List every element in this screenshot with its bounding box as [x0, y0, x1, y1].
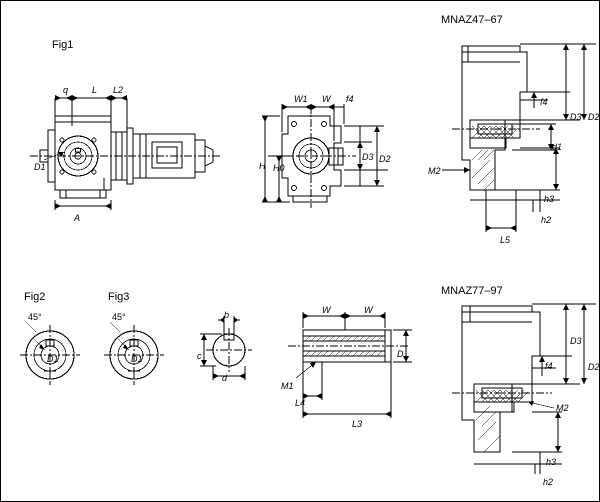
keyway-detail: [200, 316, 252, 380]
label-f4a: f4: [346, 94, 354, 104]
label-d1: d1: [552, 142, 563, 152]
label-H: H: [259, 161, 266, 171]
mnaz47-67-section: [442, 44, 596, 232]
label-D1b: D1: [47, 354, 59, 364]
label-L3: L3: [352, 419, 363, 429]
label-Wc: W: [364, 305, 373, 315]
mnaz77-97-section: [452, 304, 596, 474]
label-D2b: D2: [588, 112, 600, 122]
label-h2b: h2: [543, 477, 554, 487]
label-W1: W1: [294, 94, 308, 104]
label-q: q: [63, 85, 69, 95]
label-W: W: [322, 94, 331, 104]
shaft-section-lower: [288, 312, 412, 418]
label-M2b: M2: [556, 403, 569, 413]
label-d: d: [222, 373, 228, 383]
label-D3a: D3: [362, 152, 374, 162]
label-fig1: Fig1: [52, 39, 74, 51]
label-D3b: D3: [570, 112, 582, 122]
label-L2: L2: [113, 85, 124, 95]
label-h3b: h3: [546, 457, 557, 467]
label-fig2: Fig2: [24, 291, 46, 303]
label-A: A: [74, 213, 81, 223]
label-H0: H0: [273, 163, 285, 173]
label-h2a: h2: [541, 215, 552, 225]
label-Wb: W: [322, 305, 331, 315]
label-D2c: D2: [588, 362, 600, 372]
label-M1: M1: [281, 381, 294, 391]
label-h3a: h3: [544, 194, 555, 204]
label-D1c: D1: [131, 354, 143, 364]
label-c: c: [197, 351, 202, 361]
label-Dlow: D: [397, 349, 404, 359]
label-ang1: 45°: [28, 312, 42, 322]
label-ang2: 45°: [112, 312, 126, 322]
label-f4b: f4: [540, 97, 548, 107]
label-L: L: [92, 85, 98, 95]
page-border: [1, 1, 600, 502]
label-b: b: [224, 310, 230, 320]
label-mnazbot: MNAZ77–97: [441, 285, 503, 297]
label-D1: D1: [34, 162, 46, 172]
label-L5: L5: [500, 235, 511, 245]
label-D3c: D3: [570, 336, 582, 346]
fig1-gear-unit-view: [30, 95, 222, 210]
label-fig3: Fig3: [108, 291, 130, 303]
label-D2a: D2: [379, 154, 391, 164]
label-mnaztop: MNAZ47–67: [441, 14, 503, 26]
label-f4c: f4: [545, 361, 553, 371]
label-L4: L4: [295, 398, 306, 408]
label-M2a: M2: [428, 166, 441, 176]
